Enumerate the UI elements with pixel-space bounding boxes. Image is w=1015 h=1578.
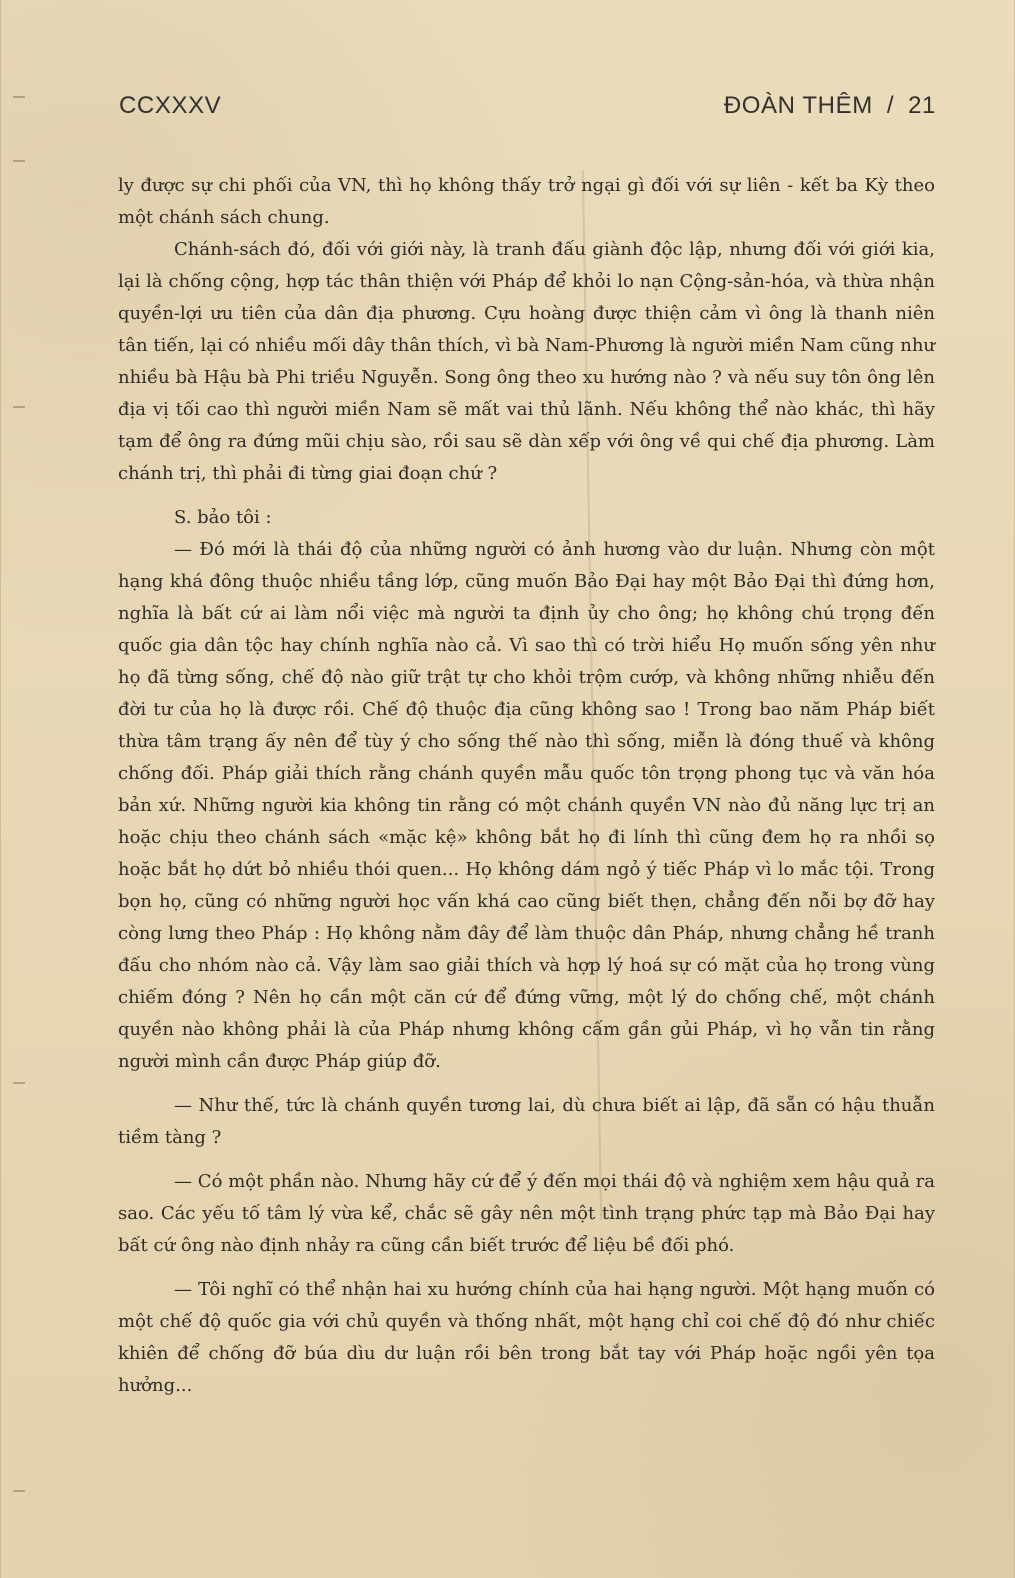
paragraph-policy: Chánh-sách đó, đối với giới này, là tranh đấu giành độc lập, nhưng đối với giới kia, lại là chống cộng, hợp tác thân thiện với Pháp để khỏi lo nạn Cộng-sản-hóa, và thừa nhận quyền-lợi ưu tiên của dân địa phương. Cựu hoàng được thiện cảm vì ông là thanh niên tân tiến, lại có nhiều mối dây thân thích, vì bà Nam-Phương là người miền Nam cũng như nhiều bà Hậu bà Phi triều Nguyễn. Song ông theo xu hướng nào ? và nếu suy tôn ông lên địa vị tối cao thì người miền Nam sẽ mất vai thủ lãnh. Nếu không thể nào khác, thì hãy tạm để ông ra đứng mũi chịu sào, rồi sau sẽ dàn xếp với ông về qui chế địa phương. Làm chánh trị, thì phải đi từng giai đoạn chứ ? <box>118 239 935 484</box>
running-header <box>119 92 936 132</box>
paragraph-question: — Như thế, tức là chánh quyền tương lai, dù chưa biết ai lập, đã sẵn có hậu thuẫn tiềm tàng ? <box>118 1095 935 1148</box>
paragraph-dialogue-main: — Đó mới là thái độ của những người có ảnh hương vào dư luận. Nhưng còn một hạng khá đông thuộc nhiều tầng lớp, cũng muốn Bảo Đại hay một Bảo Đại thì đứng hơn, nghĩa là bất cứ ai làm nổi việc mà người ta định ủy cho ông; họ không chú trọng đến quốc gia dân tộc hay chính nghĩa nào cả. Vì sao thì có trời hiểu Họ muốn sống yên như họ đã từng sống, chế độ nào giữ trật tự cho khỏi trộm cướp, và không những nhiễu đến đời tư của họ là được rồi. Chế độ thuộc địa cũng không sao ! Trong bao năm Pháp biết thừa tâm trạng ấy nên để tùy ý cho sống thế nào thì sống, miễn là đóng thuế và không chống đối. Pháp giải thích rằng chánh quyền mẫu quốc tôn trọng phong tục và văn hóa bản xứ. Những người kia không tin rằng có một chánh quyền VN nào đủ năng lực trị an hoặc chịu theo chánh sách «mặc kệ» không bắt họ đi lính thì cũng đem họ ra nhồi sọ hoặc bắt họ dứt bỏ nhiều thói quen... Họ không dám ngỏ ý tiếc Pháp vì lo mắc tội. Trong bọn họ, cũng có những người học vấn khá cao cũng biết thẹn, chẳng đến nỗi bợ đỡ hay còng lưng theo Pháp : Họ không nằm đây để làm thuộc dân Pháp, nhưng chẳng hề tranh đấu cho nhóm nào cả. Vậy làm sao giải thích và hợp lý hoá sự có mặt của họ trong vùng chiếm đóng ? Nên họ cần một căn cứ để đứng vững, một lý do chống chế, một chánh quyền nào không phải là của Pháp nhưng không cấm gần gủi Pháp, vì họ vẫn tin rằng người mình cần được Pháp giúp đỡ. <box>118 539 935 1072</box>
main-text <box>118 170 935 1402</box>
page-number: 21 <box>908 92 936 119</box>
paragraph-answer: — Có một phần nào. Nhưng hãy cứ để ý đến mọi thái độ và nghiệm xem hậu quả ra sao. Các yếu tố tâm lý vừa kể, chắc sẽ gây nên một tình trạng phức tạp mà Bảo Đại hay bất cứ ông nào định nhảy ra cũng cần biết trước để liệu bề đối phó. <box>118 1171 935 1256</box>
page-edge-mark <box>13 406 25 408</box>
paragraph-continuation: ly được sự chi phối của VN, thì họ không thấy trở ngại gì đối với sự liên - kết ba Kỳ theo một chánh sách chung. <box>118 175 935 228</box>
page-edge-mark <box>13 1082 25 1084</box>
paragraph-speaker-line: S. bảo tôi : <box>174 507 272 528</box>
page-edge-mark <box>13 1490 25 1492</box>
author-name: ĐOÀN THÊM <box>723 92 873 119</box>
paragraph-conclusion: — Tôi nghĩ có thể nhận hai xu hướng chính của hai hạng người. Một hạng muốn có một chế độ quốc gia với chủ quyền và thống nhất, một hạng chỉ coi chế độ đó như chiếc khiên để chống đỡ búa dìu dư luận rồi bên trong bắt tay với Pháp hoặc ngồi yên tọa hưởng... <box>118 1279 935 1396</box>
chapter-number: CCXXXV <box>119 92 222 119</box>
header-separator: / <box>886 92 895 119</box>
page-edge-mark <box>13 96 25 98</box>
page-edge-mark <box>13 160 25 162</box>
page-header-right <box>724 92 936 120</box>
